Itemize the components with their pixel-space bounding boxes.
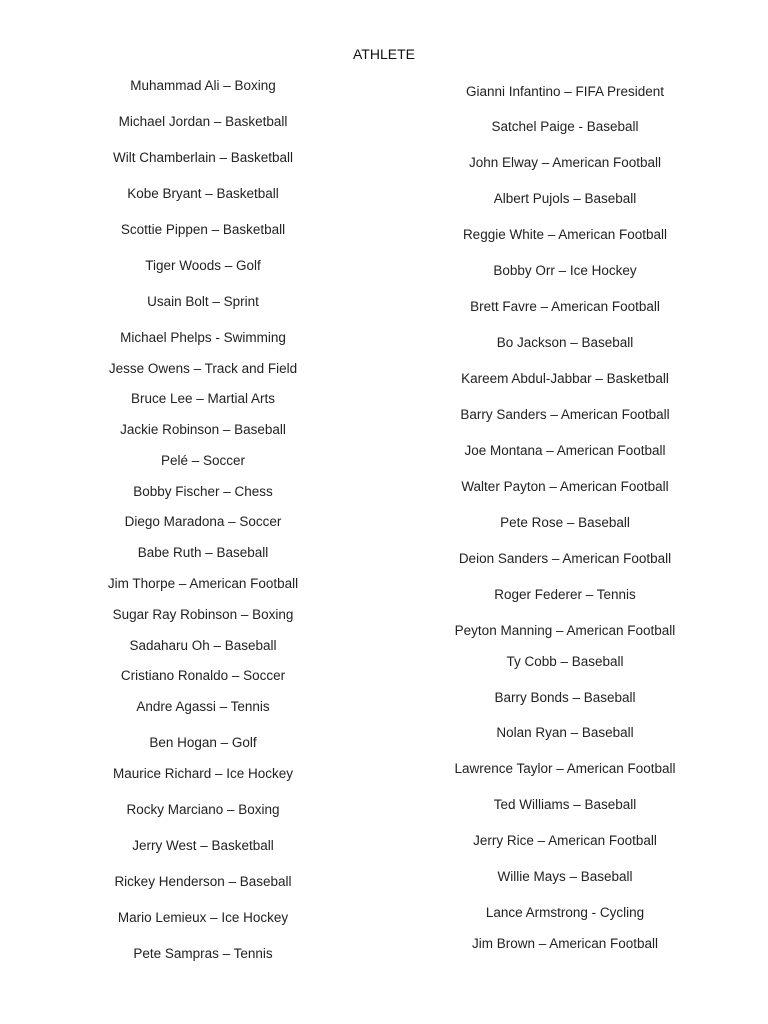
athlete-list-item: Pete Sampras – Tennis xyxy=(133,946,273,961)
athlete-list-item: Diego Maradona – Soccer xyxy=(124,514,282,529)
athlete-list-item: Reggie White – American Football xyxy=(462,227,668,242)
athlete-list-item: Bobby Orr – Ice Hockey xyxy=(493,263,637,278)
athlete-list-item: Jerry West – Basketball xyxy=(132,838,274,853)
athlete-list-item: Jesse Owens – Track and Field xyxy=(108,361,298,376)
athlete-list-item: Barry Sanders – American Football xyxy=(460,407,670,422)
athlete-list-item: Scottie Pippen – Basketball xyxy=(120,222,286,237)
athlete-list-item: Cristiano Ronaldo – Soccer xyxy=(120,668,286,683)
athlete-list-item: Jim Brown – American Football xyxy=(471,936,659,951)
athlete-list-item: Wilt Chamberlain – Basketball xyxy=(112,150,294,165)
athlete-list-item: Babe Ruth – Baseball xyxy=(137,545,269,560)
athlete-list-item: Sugar Ray Robinson – Boxing xyxy=(112,607,294,622)
athlete-list-item: Andre Agassi – Tennis xyxy=(136,699,270,714)
athlete-list-item: Joe Montana – American Football xyxy=(464,443,666,458)
athlete-list-item: Deion Sanders – American Football xyxy=(458,551,672,566)
athlete-list-item: Lawrence Taylor – American Football xyxy=(454,761,676,776)
athlete-list-item: Brett Favre – American Football xyxy=(470,299,660,314)
athlete-list-item: Ty Cobb – Baseball xyxy=(506,654,624,669)
athlete-list-item: Usain Bolt – Sprint xyxy=(147,294,259,309)
athlete-list-item: Satchel Paige - Baseball xyxy=(491,119,639,134)
athlete-list-item: Albert Pujols – Baseball xyxy=(493,191,637,206)
athlete-list-item: Rickey Henderson – Baseball xyxy=(114,874,292,889)
athlete-list-item: Tiger Woods – Golf xyxy=(145,258,261,273)
athlete-list-item: Rocky Marciano – Boxing xyxy=(126,802,280,817)
athlete-list-item: Nolan Ryan – Baseball xyxy=(496,725,634,740)
athlete-list-item: Michael Jordan – Basketball xyxy=(118,114,288,129)
athlete-list-item: Peyton Manning – American Football xyxy=(454,623,676,638)
athlete-list-item: Pelé – Soccer xyxy=(160,453,246,468)
athlete-list-item: Pete Rose – Baseball xyxy=(500,515,630,530)
athlete-list-item: Mario Lemieux – Ice Hockey xyxy=(117,910,289,925)
athlete-list-item: Bobby Fischer – Chess xyxy=(133,484,273,499)
athlete-list-item: Kareem Abdul-Jabbar – Basketball xyxy=(461,371,669,386)
athlete-list-item: Jackie Robinson – Baseball xyxy=(120,422,286,437)
athlete-list-item: Barry Bonds – Baseball xyxy=(494,690,636,705)
athlete-list-item: Ben Hogan – Golf xyxy=(149,735,257,750)
athlete-list-item: Bo Jackson – Baseball xyxy=(496,335,634,350)
athlete-list-item: John Elway – American Football xyxy=(468,155,662,170)
athlete-list-item: Walter Payton – American Football xyxy=(461,479,669,494)
athlete-list-item: Maurice Richard – Ice Hockey xyxy=(112,766,294,781)
athlete-list-item: Roger Federer – Tennis xyxy=(494,587,636,602)
page-title: ATHLETE xyxy=(353,46,415,62)
athlete-list-item: Muhammad Ali – Boxing xyxy=(130,78,276,93)
athlete-list-item: Jerry Rice – American Football xyxy=(473,833,657,848)
athlete-list-item: Lance Armstrong - Cycling xyxy=(485,905,645,920)
athlete-list-item: Ted Williams – Baseball xyxy=(493,797,637,812)
athlete-list-item: Willie Mays – Baseball xyxy=(497,869,633,884)
athlete-list-item: Bruce Lee – Martial Arts xyxy=(130,391,276,406)
athlete-list-item: Kobe Bryant – Basketball xyxy=(127,186,279,201)
athlete-list-item: Michael Phelps - Swimming xyxy=(120,330,286,345)
athlete-list-item: Gianni Infantino – FIFA President xyxy=(465,84,665,99)
athlete-list-item: Jim Thorpe – American Football xyxy=(107,576,299,591)
athlete-list-item: Sadaharu Oh – Baseball xyxy=(129,638,277,653)
